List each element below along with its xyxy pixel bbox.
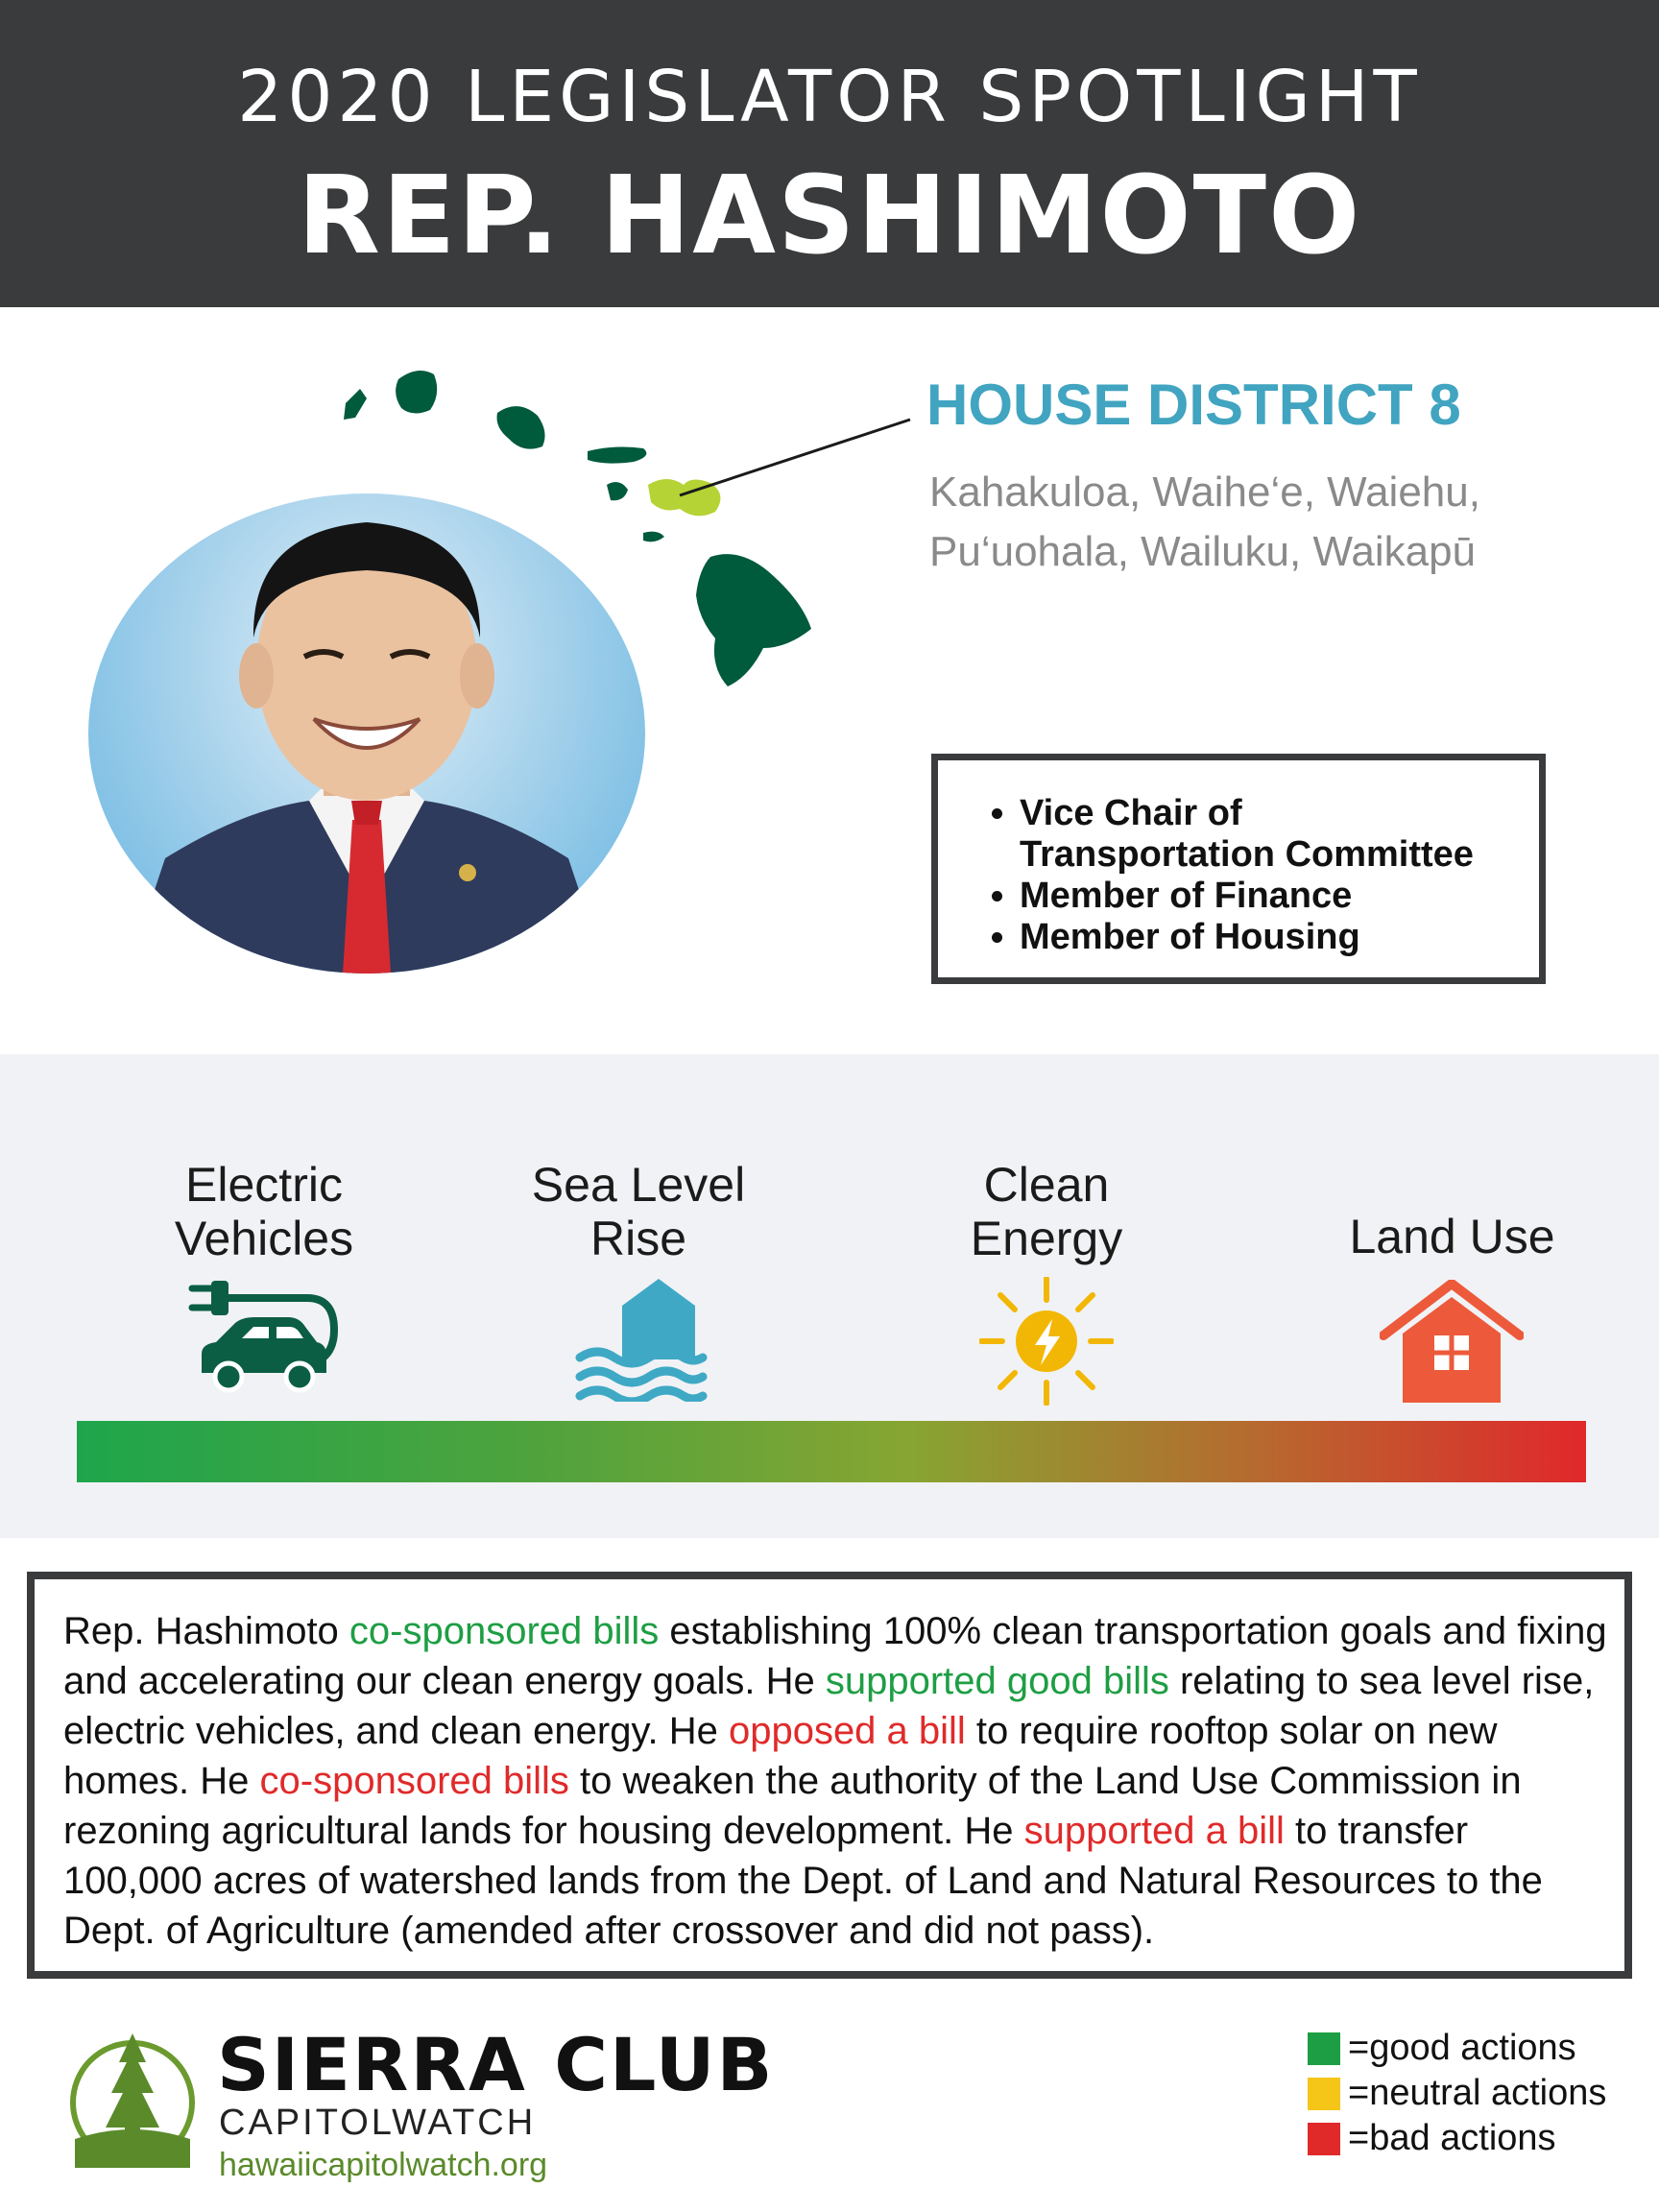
rating-gradient-bar xyxy=(77,1421,1586,1482)
committee-list xyxy=(938,793,1539,958)
category-label-electric-vehicles: Electric Vehicles xyxy=(174,1158,354,1265)
category-label-sea-level-rise: Sea Level Rise xyxy=(531,1158,746,1265)
category-label-land-use: Land Use xyxy=(1349,1210,1555,1263)
island-kahoolawe xyxy=(643,532,664,542)
committee-box xyxy=(931,754,1546,984)
island-hawaii xyxy=(696,554,811,686)
legend-swatch-yellow xyxy=(1308,2078,1340,2110)
legend-swatch-green xyxy=(1308,2032,1340,2065)
committee-item: • Member of Housing xyxy=(1020,917,1539,958)
house-icon xyxy=(1380,1280,1524,1405)
sea-level-rise-icon xyxy=(574,1277,709,1402)
district-areas-line1: Kahakuloa, Waihe‘e, Waiehu, xyxy=(929,469,1480,516)
summary-text: Rep. Hashimoto co-sponsored bills establishing 100% clean transportation goals and fixing and accelerating our clean energy goals. He supported good bills relating to sea level rise, electric vehicles, and clean energy. He opposed a bill to require rooftop solar on new homes. He co-sponsored bills to weaken the authority of the Land Use Commission in rezoning agricultural lands for housing development. He supported a bill to transfer 100,000 acres of watershed lands from the Dept. of Land and Natural Resources to the Dept. of Agriculture (amended after crossover and did not pass). xyxy=(63,1610,1607,1952)
legend-swatch-red xyxy=(1308,2123,1340,2155)
island-oahu xyxy=(497,406,545,448)
capitolwatch-subtitle: CAPITOLWATCH xyxy=(219,2103,537,2143)
header-banner xyxy=(0,0,1659,307)
sierra-club-title: SIERRA CLUB xyxy=(217,2022,775,2107)
island-niihau xyxy=(344,389,367,420)
island-lanai xyxy=(607,482,628,500)
legislator-name: REP. HASHIMOTO xyxy=(297,154,1362,278)
island-maui-highlighted xyxy=(648,479,720,516)
island-molokai xyxy=(588,447,646,464)
committee-item: • Member of Finance xyxy=(1020,876,1539,917)
good-action-highlight: supported good bills xyxy=(825,1660,1169,1702)
hawaii-islands-map xyxy=(326,360,826,696)
summary-box xyxy=(27,1572,1632,1979)
sun-energy-icon xyxy=(979,1277,1114,1406)
good-action-highlight: co-sponsored bills xyxy=(349,1610,660,1652)
committee-item: • Vice Chair of Transportation Committee xyxy=(1020,793,1539,876)
district-title: HOUSE DISTRICT 8 xyxy=(926,373,1461,437)
bad-action-highlight: co-sponsored bills xyxy=(259,1760,569,1802)
category-label-clean-energy: Clean Energy xyxy=(970,1158,1123,1265)
bad-action-highlight: supported a bill xyxy=(1023,1810,1285,1852)
district-areas-line2: Pu‘uohala, Wailuku, Waikapū xyxy=(929,528,1477,575)
district-areas xyxy=(929,463,1601,582)
sierra-club-tree-logo xyxy=(65,2024,200,2177)
island-kauai xyxy=(396,371,437,414)
bad-action-highlight: opposed a bill xyxy=(728,1710,966,1752)
electric-car-icon xyxy=(182,1277,346,1402)
website-link[interactable]: hawaiicapitolwatch.org xyxy=(219,2147,548,2183)
spotlight-eyebrow: 2020 LEGISLATOR SPOTLIGHT xyxy=(237,56,1422,138)
